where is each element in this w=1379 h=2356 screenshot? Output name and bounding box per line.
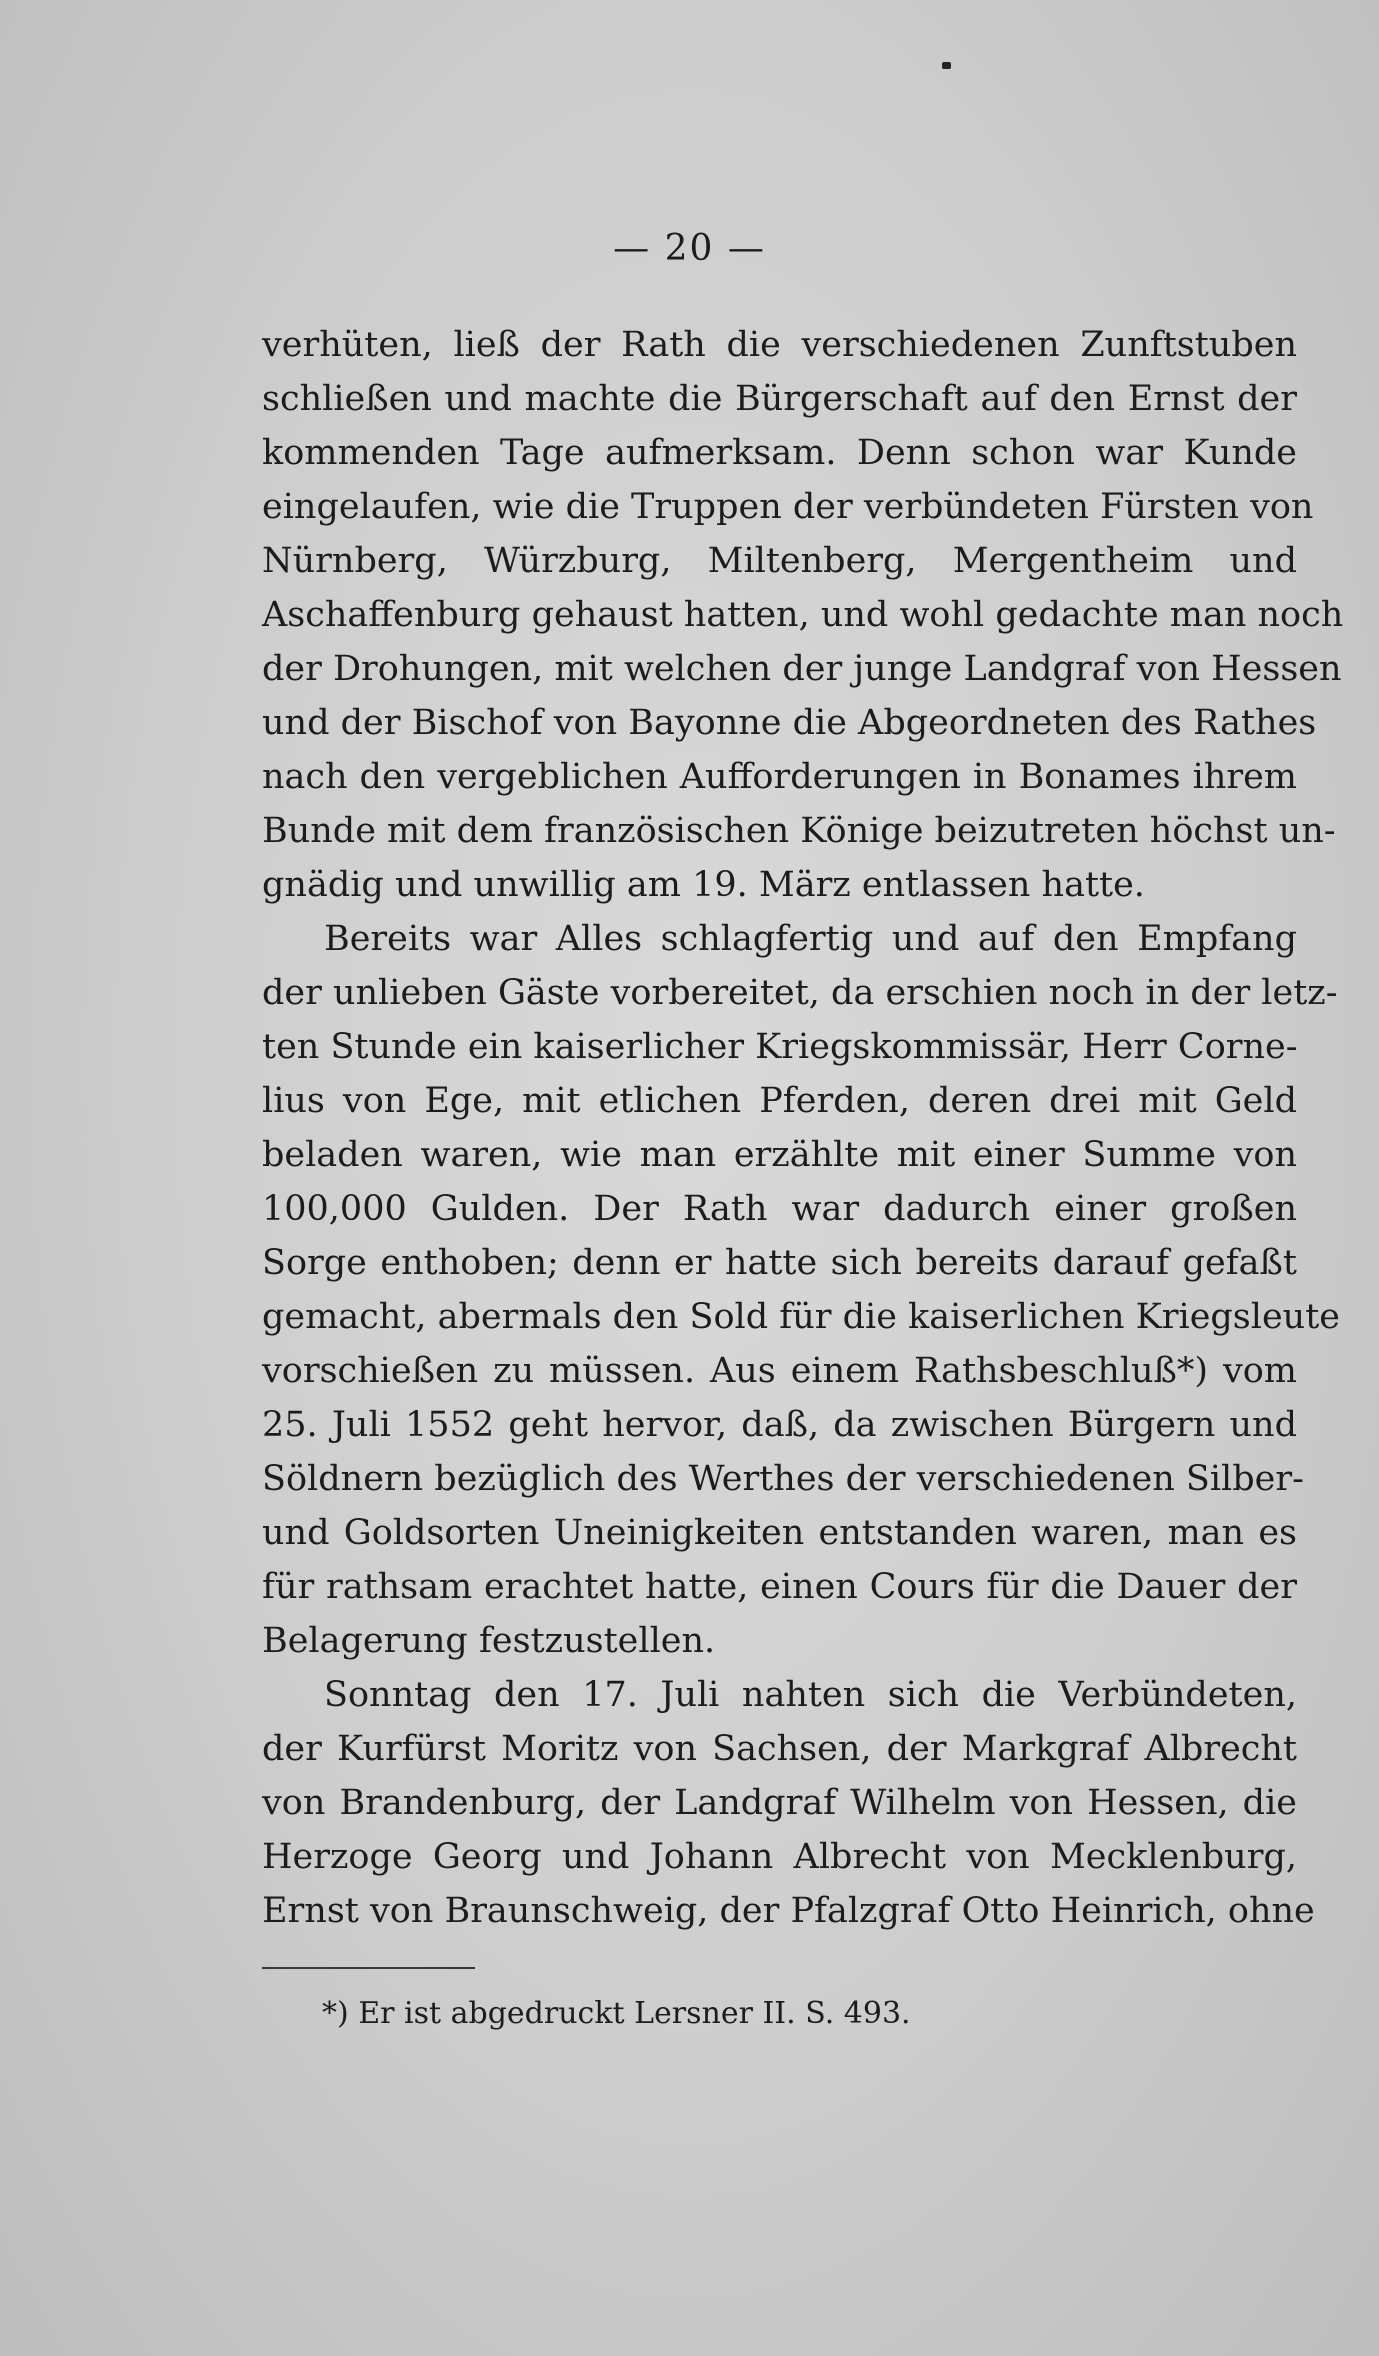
body-text	[262, 318, 1344, 1938]
text-line: Sorge enthoben; denn er hatte sich bereits darauf gefaßt	[262, 1243, 1297, 1283]
text-line: Aschaffenburg gehaust hatten, und wohl gedachte man noch	[262, 595, 1344, 635]
footnote: *) Er ist abgedruckt Lersner II. S. 493.	[322, 1996, 911, 2031]
text-line: Herzoge Georg und Johann Albrecht von Mecklenburg,	[262, 1837, 1297, 1877]
text-line: Söldnern bezüglich des Werthes der verschiedenen Silber-	[262, 1459, 1304, 1499]
text-line: gnädig und unwillig am 19. März entlassen hatte.	[262, 865, 1145, 905]
text-line: Bunde mit dem französischen Könige beizutreten höchst un-	[262, 811, 1336, 851]
footnote-divider	[262, 1967, 475, 1969]
text-line: schließen und machte die Bürgerschaft auf den Ernst der	[262, 379, 1297, 419]
text-line: Sonntag den 17. Juli nahten sich die Verbündeten,	[324, 1675, 1297, 1715]
text-line: der unlieben Gäste vorbereitet, da erschien noch in der letz-	[262, 973, 1338, 1013]
text-line: der Drohungen, mit welchen der junge Landgraf von Hessen	[262, 649, 1342, 689]
text-line: 100,000 Gulden. Der Rath war dadurch einer großen	[262, 1189, 1297, 1229]
text-line: von Brandenburg, der Landgraf Wilhelm von Hessen, die	[262, 1783, 1297, 1823]
text-line: für rathsam erachtet hatte, einen Cours für die Dauer der	[262, 1567, 1297, 1607]
text-line: lius von Ege, mit etlichen Pferden, deren drei mit Geld	[262, 1081, 1297, 1121]
text-line: Bereits war Alles schlagfertig und auf den Empfang	[324, 919, 1297, 959]
text-line: beladen waren, wie man erzählte mit einer Summe von	[262, 1135, 1297, 1175]
text-line: ten Stunde ein kaiserlicher Kriegskommissär, Herr Corne-	[262, 1027, 1298, 1067]
text-line: Nürnberg, Würzburg, Miltenberg, Mergentheim und	[262, 541, 1297, 581]
page-number: — 20 —	[613, 228, 766, 269]
text-line: der Kurfürst Moritz von Sachsen, der Markgraf Albrecht	[262, 1729, 1297, 1769]
text-line: kommenden Tage aufmerksam. Denn schon war Kunde	[262, 433, 1297, 473]
text-line: gemacht, abermals den Sold für die kaiserlichen Kriegsleute	[262, 1297, 1340, 1337]
text-line: Belagerung festzustellen.	[262, 1621, 716, 1661]
text-line: und Goldsorten Uneinigkeiten entstanden waren, man es	[262, 1513, 1297, 1553]
text-line: vorschießen zu müssen. Aus einem Rathsbeschluß*) vom	[262, 1351, 1297, 1391]
ink-spot	[942, 62, 951, 69]
text-line: und der Bischof von Bayonne die Abgeordneten des Rathes	[262, 703, 1317, 743]
text-line: eingelaufen, wie die Truppen der verbündeten Fürsten von	[262, 487, 1314, 527]
text-line: verhüten, ließ der Rath die verschiedenen Zunftstuben	[262, 325, 1297, 365]
text-line: 25. Juli 1552 geht hervor, daß, da zwischen Bürgern und	[262, 1405, 1297, 1445]
text-line: Ernst von Braunschweig, der Pfalzgraf Otto Heinrich, ohne	[262, 1891, 1315, 1931]
text-line: nach den vergeblichen Aufforderungen in Bonames ihrem	[262, 757, 1297, 797]
